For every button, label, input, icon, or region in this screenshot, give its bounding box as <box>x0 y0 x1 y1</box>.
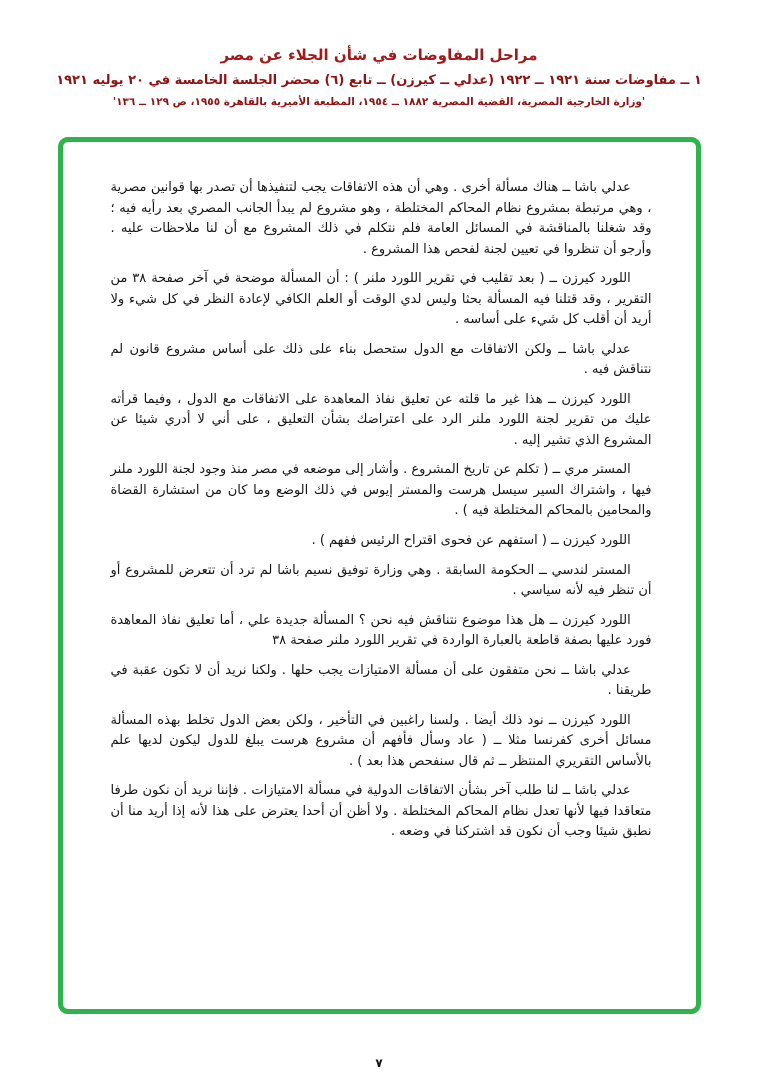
document-text <box>111 178 652 843</box>
paragraph-curzon-2: اللورد كيرزن ــ هذا غير ما قلته عن تعليق نفاذ المعاهدة على الاتفاقات مع الدول ، وفيما قرأته عليك من تقرير لجنة اللورد ملنر الرد على اعتراضك بشأن التعليق ، على أني لا أدري شيئا عن المشروع الذي تشير إليه . <box>110 391 652 448</box>
source-citation: 'وزارة الخارجية المصرية، القضية المصرية ١٨٨٢ ــ ١٩٥٤، المطبعة الأميرية بالقاهرة ١٩٥٥، ص ١٢٩ ــ ١٣٦' <box>112 96 646 108</box>
paragraph-adli-2: عدلي باشا ــ ولكن الاتفاقات مع الدول ستحصل بناء على ذلك على أساس مشروع قانون لم نتناقش فيه . <box>110 341 652 378</box>
paragraph-murray: المستر مري ــ ( تكلم عن تاريخ المشروع . وأشار إلى موضعه في مصر منذ وجود لجنة اللورد ملنر فيها ، واشتراك السير سيسل هرست والمستر إيوس في ذلك الوضع وما كان من استشارة القضاة والمحامين بالمحاكم المختلطة فيه ) . <box>110 462 652 519</box>
paragraph-curzon-4: اللورد كيرزن ــ هل هذا موضوع نتناقش فيه نحن ؟ المسألة جديدة علي ، أما تعليق نفاذ المعاهدة فورد عليها بصفة قاطعة بالعبارة الواردة في تقرير اللورد ملنر صفحة ٣٨ <box>110 612 652 649</box>
document-header <box>0 0 758 109</box>
paragraph-adli-1: عدلي باشا ــ هناك مسألة أخرى . وهي أن هذه الاتفاقات يجب لتنفيذها أن تصدر بها قوانين مصرية ، وهي مرتبطة بمشروع نظام المحاكم المختلطة ، وهو مشروع لم يبدأ الجانب المصري بعد رأيه فيه ؛ وقد شغلنا بالمناقشة في المسائل العامة فلم نتكلم في ذلك المشروع مع أن لنا ملاحظات عليه . وأرجو أن تنظروا في تعيين لجنة لفحص هذا المشروع . <box>110 180 652 257</box>
paragraph-adli-4: عدلي باشا ــ لنا طلب آخر بشأن الاتفاقات الدولية في مسألة الامتيازات . فإننا نريد أن نكون طرفا متعاقدا فيها لأنها تعدل نظام المحاكم المختلطة . ولا أظن أن أحدا يعترض على هذا لأنه إذا أريد منا أن نطبق شيئا وجب أن نكون قد اشتركنا في وضعه . <box>110 783 652 840</box>
paragraph-curzon-1: اللورد كيرزن ــ ( بعد تقليب في تقرير اللورد ملنر ) : أن المسألة موضحة في آخر صفحة ٣٨ من التقرير ، وقد قتلنا فيه المسألة بحثا وليس لدي الوقت أو العلم الكافي لإعادة النظر في كل شيء ولا أريد أن أقلب كل شيء على أساسه . <box>110 271 652 328</box>
page-number: ٧ <box>375 1056 383 1070</box>
text-frame <box>58 137 701 1014</box>
paragraph-curzon-5: اللورد كيرزن ــ نود ذلك أيضا . ولسنا راغبين في التأخير ، ولكن بعض الدول تخلط بهذه المسألة مسائل أخرى كفرنسا مثلا ــ ( عاد وسأل فأفهم أن مشروع هرست يبلغ للدول ليكون لديها علم بالأساس التقريري المنتظر ــ ثم قال سنفحص هذا بعد ) . <box>110 712 652 769</box>
document-subtitle: ١ ــ مفاوضات سنة ١٩٢١ ــ ١٩٢٢ (عدلي ــ كيرزن) ــ تابع (٦) محضر الجلسة الخامسة في ٢٠ يوليه ١٩٢١ <box>56 73 702 88</box>
paragraph-adli-3: عدلي باشا ــ نحن متفقون على أن مسألة الامتيازات يجب حلها . ولكنا نريد أن لا تكون عقبة في طريقنا . <box>110 662 652 699</box>
document-title: مراحل المفاوضات في شأن الجلاء عن مصر <box>220 46 538 64</box>
paragraph-lindsay: المستر لندسي ــ الحكومة السابقة . وهي وزارة توفيق نسيم باشا لم ترد أن تتعرض للمشروع أو أن تنظر فيه لأنه سياسي . <box>110 562 652 599</box>
paragraph-curzon-3: اللورد كيرزن ــ ( استفهم عن فحوى اقتراح الرئيس ففهم ) . <box>311 532 631 548</box>
